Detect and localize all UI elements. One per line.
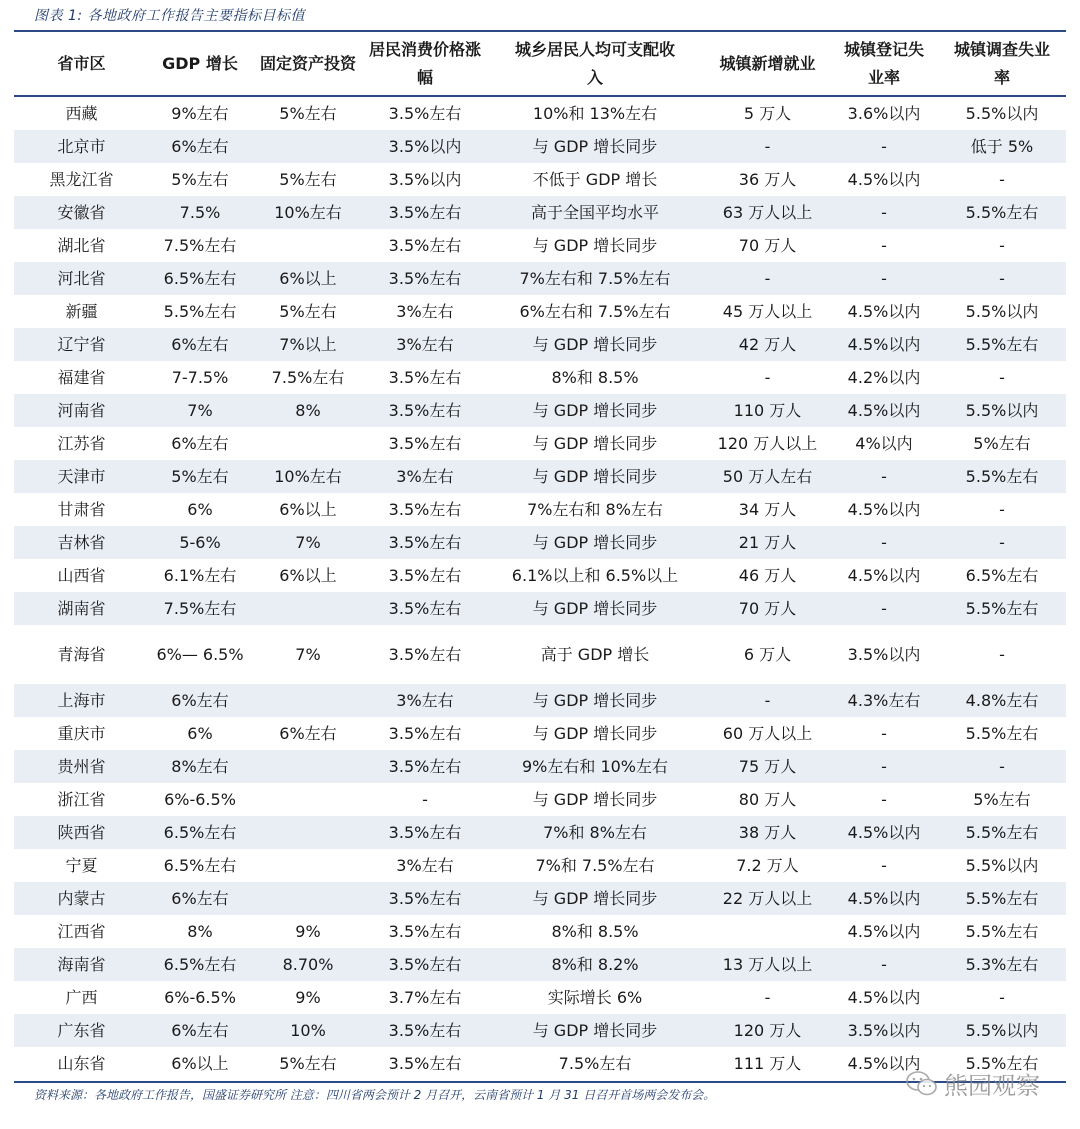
cell-income: 与 GDP 增长同步 (532, 433, 658, 453)
cell-fixed-investment: 10% (251, 1014, 365, 1047)
cell-fixed-investment: 6%以上 (251, 262, 365, 295)
cell-registered-unemployment: - (881, 235, 887, 255)
cell-registered-unemployment: 4.5%以内 (830, 328, 938, 361)
cell-province: 内蒙古 (14, 882, 149, 915)
cell-gdp-growth: 5-6% (149, 526, 251, 559)
cell-income: 高于全国平均水平 (485, 196, 705, 229)
cell-cpi: 3%左右 (365, 328, 485, 361)
cell-fixed-investment (251, 130, 365, 163)
cell-gdp-growth: 9%左右 (171, 103, 229, 123)
cell-province: 青海省 (57, 644, 106, 664)
cell-province: 西藏 (65, 103, 98, 123)
cell-income: 7%左右和 8%左右 (527, 499, 663, 519)
cell-province: 山西省 (57, 565, 106, 585)
table-row (14, 783, 1066, 816)
watermark-text: 熊园观察 (944, 1072, 1040, 1100)
cell-province: 江西省 (57, 921, 106, 941)
cell-gdp-growth: 6% (187, 723, 213, 743)
cell-surveyed-unemployment: 5.5%以内 (965, 301, 1039, 321)
cell-surveyed-unemployment: 5.5%左右 (938, 460, 1066, 493)
cell-fixed-investment: 8% (251, 394, 365, 427)
source-note: 资料来源：各地政府工作报告，国盛证券研究所 注意：四川省两会预计 2 月召开，云南省预计 1 月 31 日召开首场两会发布会。 (34, 1088, 716, 1102)
cell-income: 与 GDP 增长同步 (485, 592, 705, 625)
cell-province: 黑龙江省 (49, 169, 114, 189)
cell-gdp-growth: 6%左右 (149, 130, 251, 163)
cell-province: 广东省 (14, 1014, 149, 1047)
cell-cpi: 3%左右 (365, 684, 485, 717)
table-row (14, 229, 1066, 262)
table-row (14, 592, 1066, 625)
cell-province: 河南省 (14, 394, 149, 427)
table-row (14, 427, 1066, 460)
table-row (14, 750, 1066, 783)
table-row (14, 915, 1066, 948)
table-row (14, 717, 1066, 750)
cell-surveyed-unemployment: - (999, 987, 1005, 1007)
cell-surveyed-unemployment: 5.5%以内 (965, 855, 1039, 875)
cell-registered-unemployment: - (881, 855, 887, 875)
table-row (14, 882, 1066, 915)
header-income: 城乡居民人均可支配收入 (485, 32, 705, 96)
cell-cpi: 3.5%左右 (365, 1014, 485, 1047)
cell-cpi: 3.5%左右 (365, 262, 485, 295)
cell-fixed-investment (251, 684, 365, 717)
cell-province: 湖北省 (57, 235, 106, 255)
cell-gdp-growth: 6%左右 (149, 328, 251, 361)
table-row (14, 526, 1066, 559)
cell-fixed-investment: 9% (295, 921, 321, 941)
cell-new-jobs: 6 万人 (743, 644, 792, 664)
cell-new-jobs: 70 万人 (738, 235, 797, 255)
cell-new-jobs: 34 万人 (738, 499, 797, 519)
cell-cpi: 3.7%左右 (388, 987, 462, 1007)
cell-surveyed-unemployment: 5.5%左右 (938, 592, 1066, 625)
table-row (14, 684, 1066, 717)
cell-surveyed-unemployment: 5.5%左右 (938, 196, 1066, 229)
cell-registered-unemployment: 4.5%以内 (847, 1053, 921, 1073)
cell-gdp-growth: 5.5%左右 (163, 301, 237, 321)
cell-province: 吉林省 (14, 526, 149, 559)
cell-surveyed-unemployment: 6.5%左右 (965, 565, 1039, 585)
cell-gdp-growth: 6%左右 (171, 433, 229, 453)
cell-cpi: 3.5%左右 (388, 235, 462, 255)
cell-province: 天津市 (14, 460, 149, 493)
cell-registered-unemployment: - (830, 262, 938, 295)
cell-gdp-growth: 6.5%左右 (149, 816, 251, 849)
cell-income: 与 GDP 增长同步 (485, 882, 705, 915)
cell-gdp-growth: 6.5%左右 (163, 855, 237, 875)
cell-income: 8%和 8.2% (485, 948, 705, 981)
table-row (14, 163, 1066, 196)
figure-caption: 图表 1: 各地政府工作报告主要指标目标值 (34, 8, 306, 24)
table-row (14, 196, 1066, 229)
cell-cpi: 3.5%左右 (388, 565, 462, 585)
cell-income: 与 GDP 增长同步 (485, 684, 705, 717)
cell-gdp-growth: 6%以上 (171, 1053, 229, 1073)
cell-surveyed-unemployment: 5%左右 (973, 789, 1031, 809)
cell-new-jobs: 110 万人 (705, 394, 830, 427)
cell-gdp-growth: 7.5%左右 (149, 592, 251, 625)
cell-gdp-growth: 7% (149, 394, 251, 427)
cell-fixed-investment: 10%左右 (251, 460, 365, 493)
cell-new-jobs: 42 万人 (705, 328, 830, 361)
cell-new-jobs: 120 万人以上 (717, 433, 818, 453)
cell-province: 江苏省 (57, 433, 106, 453)
cell-province: 北京市 (14, 130, 149, 163)
cell-fixed-investment (251, 750, 365, 783)
cell-registered-unemployment: 4.5%以内 (847, 301, 921, 321)
cell-cpi: 3.5%左右 (365, 526, 485, 559)
cell-income: 8%和 8.5% (551, 921, 639, 941)
cell-cpi: 3.5%左右 (388, 1053, 462, 1073)
cell-income: 7%和 8%左右 (485, 816, 705, 849)
cell-surveyed-unemployment: 5.5%左右 (965, 921, 1039, 941)
cell-cpi: 3.5%以内 (365, 130, 485, 163)
cell-new-jobs: - (705, 684, 830, 717)
cell-province: 广西 (65, 987, 98, 1007)
cell-registered-unemployment: 4.5%以内 (847, 565, 921, 585)
cell-new-jobs: 21 万人 (705, 526, 830, 559)
cell-province: 新疆 (65, 301, 98, 321)
cell-fixed-investment (251, 592, 365, 625)
cell-income: 实际增长 6% (547, 987, 643, 1007)
table-row (14, 1014, 1066, 1047)
cell-income: 与 GDP 增长同步 (485, 130, 705, 163)
table-row (14, 948, 1066, 981)
header-surveyed-unemployment: 城镇调查失业率 (938, 32, 1066, 96)
cell-registered-unemployment: 3.6%以内 (847, 103, 921, 123)
cell-cpi: 3.5%左右 (388, 644, 462, 664)
cell-income: 7.5%左右 (558, 1053, 632, 1073)
cell-registered-unemployment: - (881, 789, 887, 809)
table-body (14, 96, 1066, 1080)
cell-new-jobs: 80 万人 (738, 789, 797, 809)
cell-registered-unemployment: - (830, 750, 938, 783)
table-row (14, 981, 1066, 1014)
cell-gdp-growth: 6.5%左右 (149, 262, 251, 295)
cell-gdp-growth: 6%-6.5% (164, 789, 236, 809)
table-row (14, 394, 1066, 427)
cell-fixed-investment: 5%左右 (279, 169, 337, 189)
cell-surveyed-unemployment: - (999, 499, 1005, 519)
cell-cpi: 3.5%左右 (388, 723, 462, 743)
cell-gdp-growth: 7.5% (149, 196, 251, 229)
cell-province: 河北省 (14, 262, 149, 295)
cell-income: 6%左右和 7.5%左右 (519, 301, 671, 321)
cell-cpi: 3.5%左右 (388, 103, 462, 123)
cell-cpi: 3%左右 (396, 855, 454, 875)
cell-registered-unemployment: 4.5%以内 (847, 499, 921, 519)
cell-new-jobs: 75 万人 (705, 750, 830, 783)
cell-cpi: 3.5%左右 (365, 592, 485, 625)
cell-cpi: 3.5%以内 (388, 169, 462, 189)
header-cpi: 居民消费价格涨幅 (365, 32, 485, 96)
cell-new-jobs: - (764, 367, 771, 387)
cell-gdp-growth: 7-7.5% (171, 367, 229, 387)
cell-surveyed-unemployment: 5.5%以内 (938, 1014, 1066, 1047)
cell-registered-unemployment: - (881, 723, 887, 743)
cell-cpi: 3.5%左右 (388, 433, 462, 453)
cell-new-jobs: 50 万人左右 (705, 460, 830, 493)
cell-cpi: 3.5%左右 (365, 394, 485, 427)
table-row (14, 130, 1066, 163)
cell-province: 宁夏 (65, 855, 98, 875)
cell-cpi: 3%左右 (396, 301, 454, 321)
cell-province: 贵州省 (14, 750, 149, 783)
cell-income: 与 GDP 增长同步 (485, 394, 705, 427)
cell-gdp-growth: 5%左右 (149, 460, 251, 493)
cell-income: 与 GDP 增长同步 (532, 789, 658, 809)
cell-new-jobs: 36 万人 (738, 169, 797, 189)
cell-registered-unemployment: - (830, 592, 938, 625)
cell-registered-unemployment: - (830, 460, 938, 493)
cell-registered-unemployment: 4.3%左右 (830, 684, 938, 717)
cell-new-jobs: 60 万人以上 (722, 723, 813, 743)
cell-cpi: 3.5%左右 (365, 196, 485, 229)
cell-surveyed-unemployment: 5.5%左右 (938, 882, 1066, 915)
cell-cpi: 3.5%左右 (365, 948, 485, 981)
cell-province: 海南省 (14, 948, 149, 981)
cell-registered-unemployment: 3.5%以内 (847, 644, 921, 664)
cell-surveyed-unemployment: - (999, 367, 1005, 387)
cell-surveyed-unemployment: - (999, 644, 1005, 664)
cell-registered-unemployment: 4.5%以内 (847, 987, 921, 1007)
cell-fixed-investment: 5%左右 (279, 103, 337, 123)
cell-income: 与 GDP 增长同步 (485, 460, 705, 493)
cell-cpi: 3.5%左右 (388, 499, 462, 519)
cell-new-jobs: 63 万人以上 (705, 196, 830, 229)
cell-surveyed-unemployment: - (938, 526, 1066, 559)
cell-fixed-investment (251, 427, 365, 460)
cell-gdp-growth: 8% (187, 921, 213, 941)
cell-surveyed-unemployment: 5.5%左右 (965, 723, 1039, 743)
cell-fixed-investment: 10%左右 (251, 196, 365, 229)
table-row (14, 262, 1066, 295)
cell-gdp-growth: 6% (187, 499, 213, 519)
cell-gdp-growth: 6.1%左右 (163, 565, 237, 585)
cell-province: 福建省 (57, 367, 106, 387)
cell-gdp-growth: 6%-6.5% (164, 987, 236, 1007)
cell-gdp-growth: 6%左右 (149, 1014, 251, 1047)
cell-fixed-investment: 6%以上 (279, 499, 337, 519)
cell-gdp-growth: 8%左右 (149, 750, 251, 783)
cell-gdp-growth: 6%— 6.5% (156, 644, 244, 664)
cell-registered-unemployment: 3.5%以内 (830, 1014, 938, 1047)
cell-gdp-growth: 7.5%左右 (163, 235, 237, 255)
header-registered-unemployment: 城镇登记失业率 (830, 32, 938, 96)
cell-surveyed-unemployment: 5.5%以内 (938, 394, 1066, 427)
cell-fixed-investment: 6%左右 (279, 723, 337, 743)
cell-surveyed-unemployment: 5.5%左右 (938, 816, 1066, 849)
cell-province: 辽宁省 (14, 328, 149, 361)
cell-fixed-investment: 9% (295, 987, 321, 1007)
cell-new-jobs: 13 万人以上 (705, 948, 830, 981)
cell-new-jobs: 120 万人 (705, 1014, 830, 1047)
table-row (14, 816, 1066, 849)
cell-surveyed-unemployment: 5.5%左右 (938, 328, 1066, 361)
cell-fixed-investment (251, 783, 365, 816)
cell-fixed-investment: 7.5%左右 (271, 367, 345, 387)
cell-new-jobs: 46 万人 (738, 565, 797, 585)
cell-surveyed-unemployment: 5%左右 (973, 433, 1031, 453)
cell-gdp-growth: 6%左右 (149, 684, 251, 717)
cell-surveyed-unemployment: 5.3%左右 (938, 948, 1066, 981)
cell-cpi: 3.5%左右 (365, 750, 485, 783)
cell-new-jobs: 22 万人以上 (705, 882, 830, 915)
cell-fixed-investment: 8.70% (251, 948, 365, 981)
cell-new-jobs: 38 万人 (705, 816, 830, 849)
cell-new-jobs: 45 万人以上 (722, 301, 813, 321)
cell-new-jobs: - (764, 987, 771, 1007)
cell-income: 与 GDP 增长同步 (532, 235, 658, 255)
cell-fixed-investment: 5%左右 (279, 301, 337, 321)
cell-fixed-investment (251, 849, 365, 882)
cell-registered-unemployment: - (830, 526, 938, 559)
table-row (14, 460, 1066, 493)
cell-income: 7%左右和 7.5%左右 (485, 262, 705, 295)
table-row (14, 361, 1066, 394)
cell-surveyed-unemployment: - (999, 235, 1005, 255)
cell-cpi: 3.5%左右 (388, 367, 462, 387)
cell-income: 与 GDP 增长同步 (532, 723, 658, 743)
cell-province: 陕西省 (14, 816, 149, 849)
cell-province: 安徽省 (14, 196, 149, 229)
cell-surveyed-unemployment: 4.8%左右 (938, 684, 1066, 717)
cell-province: 浙江省 (57, 789, 106, 809)
cell-fixed-investment (251, 229, 365, 262)
cell-income: 与 GDP 增长同步 (485, 526, 705, 559)
cell-new-jobs (705, 915, 830, 948)
cell-registered-unemployment: 4%以内 (855, 433, 913, 453)
cell-province: 甘肃省 (57, 499, 106, 519)
table-row (14, 96, 1066, 130)
cell-cpi: 3.5%左右 (388, 921, 462, 941)
watermark (906, 1066, 1040, 1101)
cell-registered-unemployment: - (830, 196, 938, 229)
cell-surveyed-unemployment: - (938, 262, 1066, 295)
cell-fixed-investment: 5%左右 (279, 1053, 337, 1073)
cell-surveyed-unemployment: 低于 5% (938, 130, 1066, 163)
cell-income: 9%左右和 10%左右 (485, 750, 705, 783)
cell-province: 湖南省 (14, 592, 149, 625)
header-row (14, 32, 1066, 96)
cell-fixed-investment: 7% (251, 526, 365, 559)
cell-income: 与 GDP 增长同步 (485, 328, 705, 361)
cell-income: 10%和 13%左右 (532, 103, 658, 123)
cell-fixed-investment (251, 882, 365, 915)
cell-new-jobs: 111 万人 (733, 1053, 802, 1073)
table-row (14, 295, 1066, 328)
cell-registered-unemployment: - (830, 130, 938, 163)
cell-cpi: 3.5%左右 (365, 882, 485, 915)
cell-gdp-growth: 6.5%左右 (149, 948, 251, 981)
cell-province: 重庆市 (57, 723, 106, 743)
header-province: 省市区 (14, 32, 149, 96)
cell-fixed-investment (251, 816, 365, 849)
cell-registered-unemployment: 4.5%以内 (830, 816, 938, 849)
cell-registered-unemployment: 4.5%以内 (847, 921, 921, 941)
cell-income: 与 GDP 增长同步 (485, 1014, 705, 1047)
wechat-icon (906, 1070, 938, 1098)
cell-new-jobs: 5 万人 (743, 103, 792, 123)
cell-registered-unemployment: - (830, 948, 938, 981)
cell-new-jobs: - (705, 262, 830, 295)
cell-registered-unemployment: 4.5%以内 (847, 169, 921, 189)
cell-income: 6.1%以上和 6.5%以上 (511, 565, 679, 585)
cell-fixed-investment: 7%以上 (251, 328, 365, 361)
header-fixed-investment: 固定资产投资 (251, 32, 365, 96)
cell-surveyed-unemployment: 5.5%以内 (965, 103, 1039, 123)
cell-province: 山东省 (57, 1053, 106, 1073)
cell-fixed-investment: 6%以上 (279, 565, 337, 585)
cell-income: 高于 GDP 增长 (540, 644, 650, 664)
cell-surveyed-unemployment: - (999, 169, 1005, 189)
cell-surveyed-unemployment: 5.5%左右 (965, 1053, 1039, 1073)
cell-cpi: - (422, 789, 428, 809)
table-row (14, 625, 1066, 684)
cell-new-jobs: - (705, 130, 830, 163)
cell-registered-unemployment: 4.5%以内 (830, 882, 938, 915)
cell-cpi: 3%左右 (365, 460, 485, 493)
table-row (14, 849, 1066, 882)
cell-income: 7%和 7.5%左右 (535, 855, 655, 875)
table-row (14, 559, 1066, 592)
table-row (14, 328, 1066, 361)
cell-province: 上海市 (14, 684, 149, 717)
indicator-table (14, 32, 1066, 1080)
cell-new-jobs: 70 万人 (705, 592, 830, 625)
cell-fixed-investment: 7% (295, 644, 321, 664)
cell-cpi: 3.5%左右 (365, 816, 485, 849)
cell-income: 不低于 GDP 增长 (532, 169, 658, 189)
table-row (14, 493, 1066, 526)
cell-surveyed-unemployment: - (938, 750, 1066, 783)
cell-new-jobs: 7.2 万人 (736, 855, 799, 875)
cell-registered-unemployment: 4.2%以内 (847, 367, 921, 387)
cell-gdp-growth: 6%左右 (149, 882, 251, 915)
header-new-jobs: 城镇新增就业 (705, 32, 830, 96)
cell-income: 8%和 8.5% (551, 367, 639, 387)
header-gdp-growth: GDP 增长 (149, 32, 251, 96)
cell-registered-unemployment: 4.5%以内 (830, 394, 938, 427)
cell-gdp-growth: 5%左右 (171, 169, 229, 189)
